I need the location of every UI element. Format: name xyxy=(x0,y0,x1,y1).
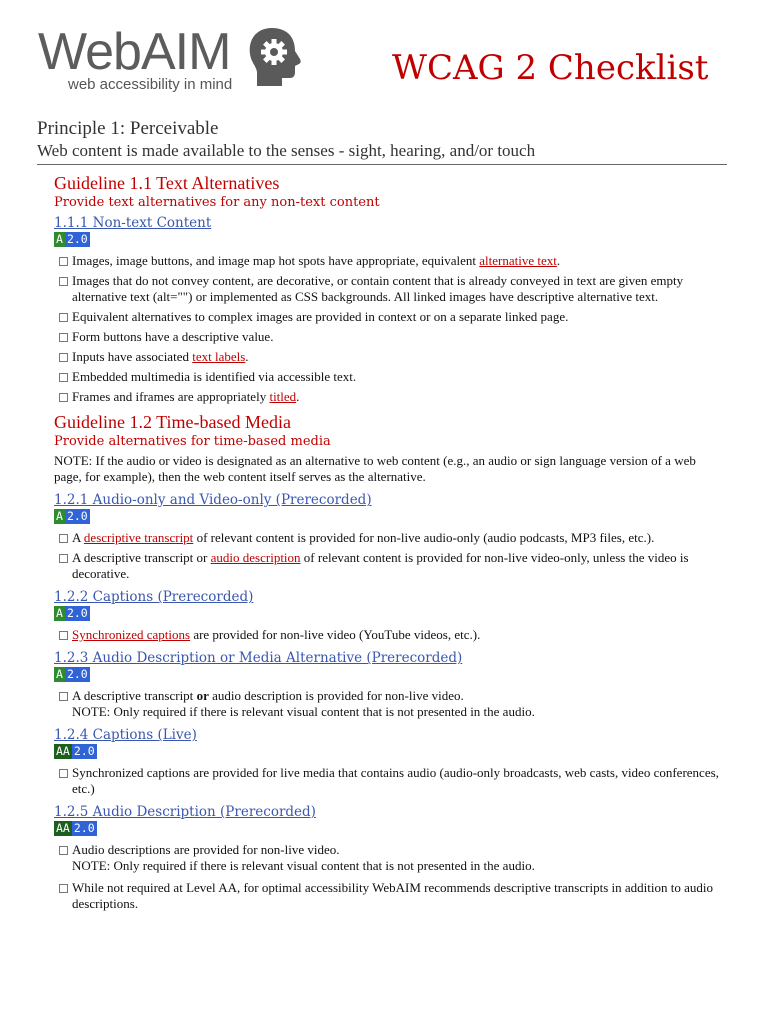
checkbox-icon[interactable] xyxy=(59,353,68,362)
webaim-logo xyxy=(38,23,300,96)
checklist-content xyxy=(54,172,724,912)
guideline-1-1-description: Provide text alternatives for any non-text content xyxy=(54,195,380,210)
recommendation-item: While not required at Level AA, for optimal accessibility WebAIM recommends descriptive transcripts in addition to audio descriptions. xyxy=(54,880,724,912)
checklist-item: Synchronized captions are provided for live media that contains audio (audio-only broadcasts, web casts, video conferences, etc.) xyxy=(54,765,724,797)
level-badge: AA xyxy=(56,744,70,758)
level-badge: AA xyxy=(56,821,70,835)
checklist-item: Images that do not convey content, are decorative, or contain content that is already conveyed in text are given empty alternative text (alt="") or implemented as CSS backgrounds. All linked images have descriptive alternative text. xyxy=(54,273,724,305)
document-title: WCAG 2 Checklist xyxy=(392,48,709,88)
checkbox-icon[interactable] xyxy=(59,373,68,382)
logo-web: Web xyxy=(38,23,141,81)
sc-1-2-5-link[interactable]: 1.2.5 Audio Description (Prerecorded) xyxy=(54,804,316,820)
checkbox-icon[interactable] xyxy=(59,333,68,342)
checkbox-icon[interactable] xyxy=(59,846,68,855)
sc-1-2-3-checklist xyxy=(54,688,724,720)
logo-tagline: web accessibility in mind xyxy=(68,76,233,93)
checklist-item: A descriptive transcript of relevant content is provided for non-live audio-only (audio podcasts, MP3 files, etc.). xyxy=(54,530,724,546)
guideline-1-2-title: Guideline 1.2 Time-based Media xyxy=(54,412,291,432)
checkbox-icon[interactable] xyxy=(59,631,68,640)
checkbox-icon[interactable] xyxy=(59,257,68,266)
sc-1-2-2-link[interactable]: 1.2.2 Captions (Prerecorded) xyxy=(54,589,254,605)
level-badge: A xyxy=(56,509,63,523)
checklist-item: Embedded multimedia is identified via accessible text. xyxy=(54,369,724,385)
checklist-item: Frames and iframes are appropriately titled. xyxy=(54,389,724,405)
sc-1-2-1-checklist xyxy=(54,530,724,582)
version-badge: 2.0 xyxy=(66,667,88,681)
checkbox-icon[interactable] xyxy=(59,692,68,701)
guideline-1-2-note: NOTE: If the audio or video is designated as an alternative to web content (e.g., an audio or sign language version of a web page, for example), then the web content itself serves as the alternative. xyxy=(54,453,696,484)
checkbox-icon[interactable] xyxy=(59,277,68,286)
item-note: NOTE: Only required if there is relevant visual content that is not presented in the audio. xyxy=(72,858,535,873)
item-note: NOTE: Only required if there is relevant visual content that is not presented in the audio. xyxy=(72,704,535,719)
synchronized-captions-link[interactable]: Synchronized captions xyxy=(72,627,191,642)
checklist-item: A descriptive transcript or audio description of relevant content is provided for non-live video-only, unless the video is decorative. xyxy=(54,550,724,582)
titled-link[interactable]: titled xyxy=(269,389,297,404)
level-badge: A xyxy=(56,232,63,246)
checkbox-icon[interactable] xyxy=(59,534,68,543)
checkbox-icon[interactable] xyxy=(59,769,68,778)
guideline-1-1-title: Guideline 1.1 Text Alternatives xyxy=(54,173,280,193)
principle-header xyxy=(37,118,727,165)
checklist-item: Equivalent alternatives to complex images are provided in context or on a separate linked page. xyxy=(54,309,724,325)
sc-1-1-1-badges xyxy=(54,232,724,247)
sc-1-2-5-badges xyxy=(54,821,724,836)
checkbox-icon[interactable] xyxy=(59,313,68,322)
sc-1-2-4-checklist xyxy=(54,765,724,797)
checklist-item: Images, image buttons, and image map hot spots have appropriate, equivalent alternative text. xyxy=(54,253,724,269)
sc-1-1-1-checklist xyxy=(54,253,724,405)
checklist-item: Form buttons have a descriptive value. xyxy=(54,329,724,345)
version-badge: 2.0 xyxy=(73,821,95,835)
principle-description: Web content is made available to the senses - sight, hearing, and/or touch xyxy=(37,140,727,165)
level-badge: A xyxy=(56,667,63,681)
sc-1-2-4-badges xyxy=(54,744,724,759)
sc-1-2-3-link[interactable]: 1.2.3 Audio Description or Media Alternative (Prerecorded) xyxy=(54,650,463,666)
version-badge: 2.0 xyxy=(66,232,88,246)
sc-1-2-5-checklist xyxy=(54,842,724,874)
checklist-item: Synchronized captions are provided for non-live video (YouTube videos, etc.). xyxy=(54,627,724,643)
guideline-1-2-description: Provide alternatives for time-based media xyxy=(54,434,331,449)
sc-1-2-1-link[interactable]: 1.2.1 Audio-only and Video-only (Prerecorded) xyxy=(54,492,372,508)
checkbox-icon[interactable] xyxy=(59,554,68,563)
version-badge: 2.0 xyxy=(66,509,88,523)
sc-1-2-4-link[interactable]: 1.2.4 Captions (Live) xyxy=(54,727,197,743)
logo-wordmark xyxy=(38,22,230,82)
checklist-item: Audio descriptions are provided for non-live video. NOTE: Only required if there is relevant visual content that is not presented in the audio. xyxy=(54,842,724,874)
sc-1-2-2-badges xyxy=(54,606,724,621)
sc-1-2-1-badges xyxy=(54,509,724,524)
checklist-item: A descriptive transcript or audio description is provided for non-live video. NOTE: Only required if there is relevant visual content that is not presented in the audio. xyxy=(54,688,724,720)
version-badge: 2.0 xyxy=(73,744,95,758)
text-labels-link[interactable]: text labels xyxy=(192,349,246,364)
checkbox-icon[interactable] xyxy=(59,884,68,893)
level-badge: A xyxy=(56,606,63,620)
head-gear-icon xyxy=(246,26,302,88)
audio-description-link[interactable]: audio description xyxy=(210,550,301,565)
version-badge: 2.0 xyxy=(66,606,88,620)
sc-1-1-1-link[interactable]: 1.1.1 Non-text Content xyxy=(54,215,212,231)
checkbox-icon[interactable] xyxy=(59,393,68,402)
sc-1-2-2-checklist xyxy=(54,627,724,643)
principle-title: Principle 1: Perceivable xyxy=(37,118,219,139)
checklist-item: Inputs have associated text labels. xyxy=(54,349,724,365)
logo-aim: AIM xyxy=(140,23,231,81)
alternative-text-link[interactable]: alternative text xyxy=(479,253,557,268)
descriptive-transcript-link[interactable]: descriptive transcript xyxy=(83,530,194,545)
sc-1-2-3-badges xyxy=(54,667,724,682)
